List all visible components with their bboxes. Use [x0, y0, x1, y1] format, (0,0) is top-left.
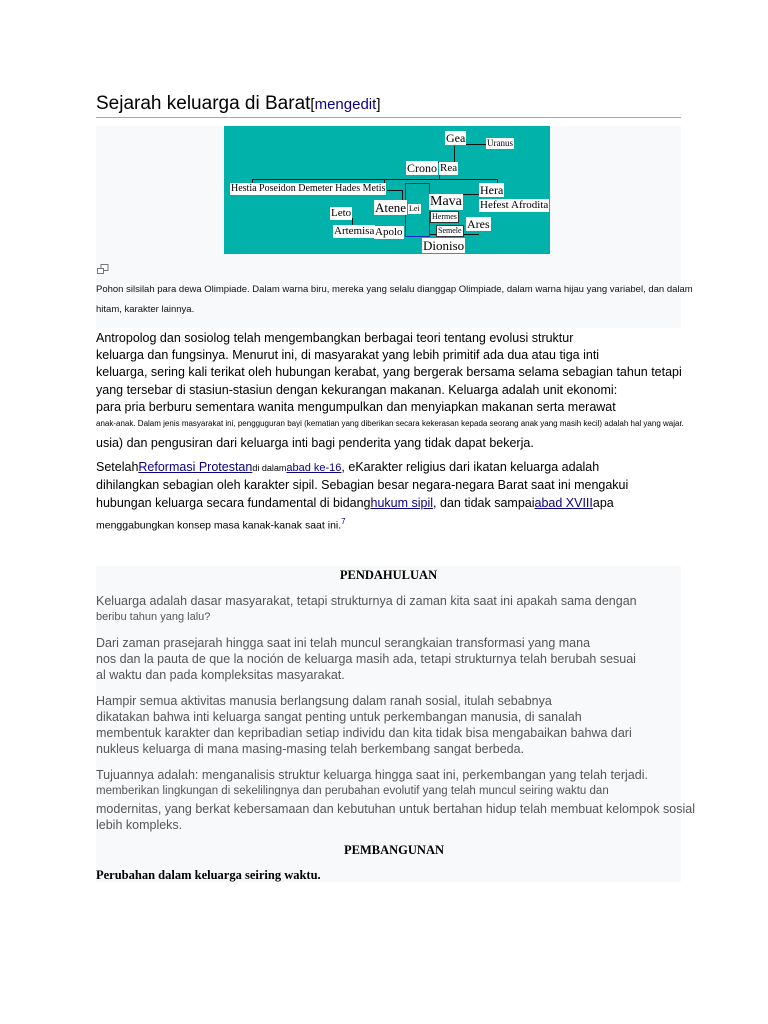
- heading-divider: [96, 117, 681, 118]
- paragraph-line: keluarga dan fungsinya. Menurut ini, di masyarakat yang lebih primitif ada dua atau tiga inti: [96, 348, 600, 362]
- edit-link[interactable]: mengedit: [314, 96, 377, 113]
- paragraph-line: dikatakan bahwa inti keluarga sangat penting untuk perkembangan manusia, di sanalah: [96, 710, 582, 724]
- text-run: , dan tidak sampai: [433, 496, 535, 510]
- node-mava: Mava: [430, 194, 462, 209]
- paragraph-line: Antropolog dan sosiolog telah mengembangkan berbagai teori tentang evolusi struktur: [96, 331, 574, 345]
- paragraph-line: yang tersebar di stasiun-stasiun dengan kekurangan makanan. Keluarga adalah unit ekonomi:: [96, 383, 618, 397]
- figure-caption-line2: hitam, karakter lainnya.: [96, 304, 195, 315]
- tree-line: [454, 146, 455, 162]
- node-dioniso: Dioniso: [423, 238, 465, 253]
- node-atene: Atene: [375, 200, 407, 215]
- node-crono: Crono: [407, 161, 437, 175]
- paragraph-line: lebih kompleks.: [96, 818, 183, 832]
- paragraph-line: [96, 514, 346, 534]
- enlarge-icon[interactable]: [97, 262, 109, 273]
- paragraph-line: Dari zaman prasejarah hingga saat ini telah muncul serangkaian transformasi yang mana: [96, 636, 591, 650]
- link-reformasi-protestan[interactable]: Reformasi Protestan: [138, 460, 253, 474]
- paragraph-line-small: anak-anak. Dalam jenis masyarakat ini, pengguguran bayi (kematian yang diberikan secara kekerasan kepada seorang anak yang masih kecil) adalah hal yang wajar.: [96, 419, 684, 428]
- paragraph-line: keluarga, sering kali terikat oleh hubungan kerabat, yang bergerak bersama selama sebagian tahun tetapi: [96, 365, 682, 379]
- tree-line: [252, 179, 497, 180]
- section-title-pembangunan: PEMBANGUNAN: [344, 843, 444, 857]
- paragraph-line: para pria berburu sementara wanita mengumpulkan dan menyiapkan makanan serta merawat: [96, 400, 616, 414]
- link-hukum-sipil[interactable]: hukum sipil: [370, 496, 434, 510]
- paragraph-line: Tujuannya adalah: menganalisis struktur keluarga hingga saat ini, perkembangan yang telah terjadi.: [96, 768, 648, 782]
- tree-line: [387, 190, 402, 191]
- node-uranus: Uranus: [487, 138, 513, 148]
- text-run: di dalam: [252, 463, 287, 473]
- node-olympians: Hestia Poseidon Demeter Hades Metis: [231, 183, 386, 194]
- text-run: hubungan keluarga secara fundamental di bidang: [96, 496, 371, 510]
- text-run: apa: [592, 496, 614, 510]
- paragraph-line: [96, 496, 614, 511]
- paragraph-line: nukleus keluarga di mana masing-masing telah berkembang sangat berbeda.: [96, 742, 525, 756]
- footnote-ref[interactable]: 7: [341, 517, 346, 526]
- section-heading: [96, 93, 380, 115]
- paragraph-line: Hampir semua aktivitas manusia berlangsung dalam ranah sosial, itulah sebabnya: [96, 694, 552, 708]
- paragraph-line: dihilangkan sebagian oleh karakter sipil. Sebagian besar negara-negara Barat saat ini mengakui: [96, 478, 629, 492]
- paragraph-line: usia) dan pengusiran dari keluarga inti bagi penderita yang tidak dapat bekerja.: [96, 436, 534, 450]
- text-run: , eKarakter religius dari ikatan keluarga adalah: [341, 460, 600, 474]
- node-apolo: Apolo: [375, 226, 403, 238]
- text-run: menggabungkan konsep masa kanak-kanak saat ini.: [96, 519, 342, 532]
- node-zeus: Lei: [409, 204, 420, 213]
- section-title-pendahuluan: PENDAHULUAN: [339, 568, 438, 582]
- edit-bracket-open: [: [310, 96, 315, 113]
- edit-bracket-close: ]: [376, 96, 381, 113]
- paragraph-line: nos dan la pauta de que la noción de keluarga masih ada, tetapi strukturnya telah berubah sesuai: [96, 652, 636, 666]
- node-artemisa: Artemisa: [334, 225, 375, 237]
- node-hefesto: Hefest: [480, 199, 509, 211]
- node-afrodita: Afrodita: [511, 199, 549, 211]
- paragraph-line: membentuk karakter dan kepribadian setiap individu dan kita tidak bisa mengabaikan bahwa dari: [96, 726, 632, 740]
- paragraph-line: al waktu dan pada kompleksitas masyarakat.: [96, 668, 345, 682]
- enlarge-icon-svg: [97, 264, 109, 275]
- text-run: Setelah: [96, 460, 139, 474]
- node-hermes: Hermes: [432, 212, 457, 221]
- figure-caption-line1: Pohon silsilah para dewa Olimpiade. Dalam warna biru, mereka yang selalu dianggap Olimpiade, dalam warna hijau yang variabel, dan dalam: [96, 284, 693, 295]
- node-leto: Leto: [331, 207, 352, 219]
- node-ares: Ares: [467, 217, 490, 231]
- node-hera: Hera: [480, 183, 504, 197]
- paragraph-line: beribu tahun yang lalu?: [96, 611, 211, 623]
- node-semele: Semele: [438, 226, 462, 235]
- subsection-title: Perubahan dalam keluarga seiring waktu.: [96, 868, 321, 882]
- link-abad-ke-16[interactable]: abad ke-16: [286, 462, 342, 474]
- paragraph-line: [96, 460, 599, 476]
- paragraph-line: modernitas, yang berkat kebersamaan dan kebutuhan untuk bertahan hidup telah membuat kelompok sosial: [96, 802, 695, 816]
- heading-title: Sejarah keluarga di Barat: [96, 93, 311, 114]
- node-rea: Rea: [440, 162, 458, 174]
- paragraph-line: memberikan lingkungan di sekelilingnya dan perubahan evolutif yang telah muncul seiring waktu dan: [96, 785, 609, 797]
- family-tree-image[interactable]: [224, 126, 550, 254]
- link-abad-xviii[interactable]: abad XVIII: [534, 496, 593, 510]
- paragraph-line: Keluarga adalah dasar masyarakat, tetapi strukturnya di zaman kita saat ini apakah sama dengan: [96, 594, 637, 608]
- node-gea: Gea: [446, 131, 466, 145]
